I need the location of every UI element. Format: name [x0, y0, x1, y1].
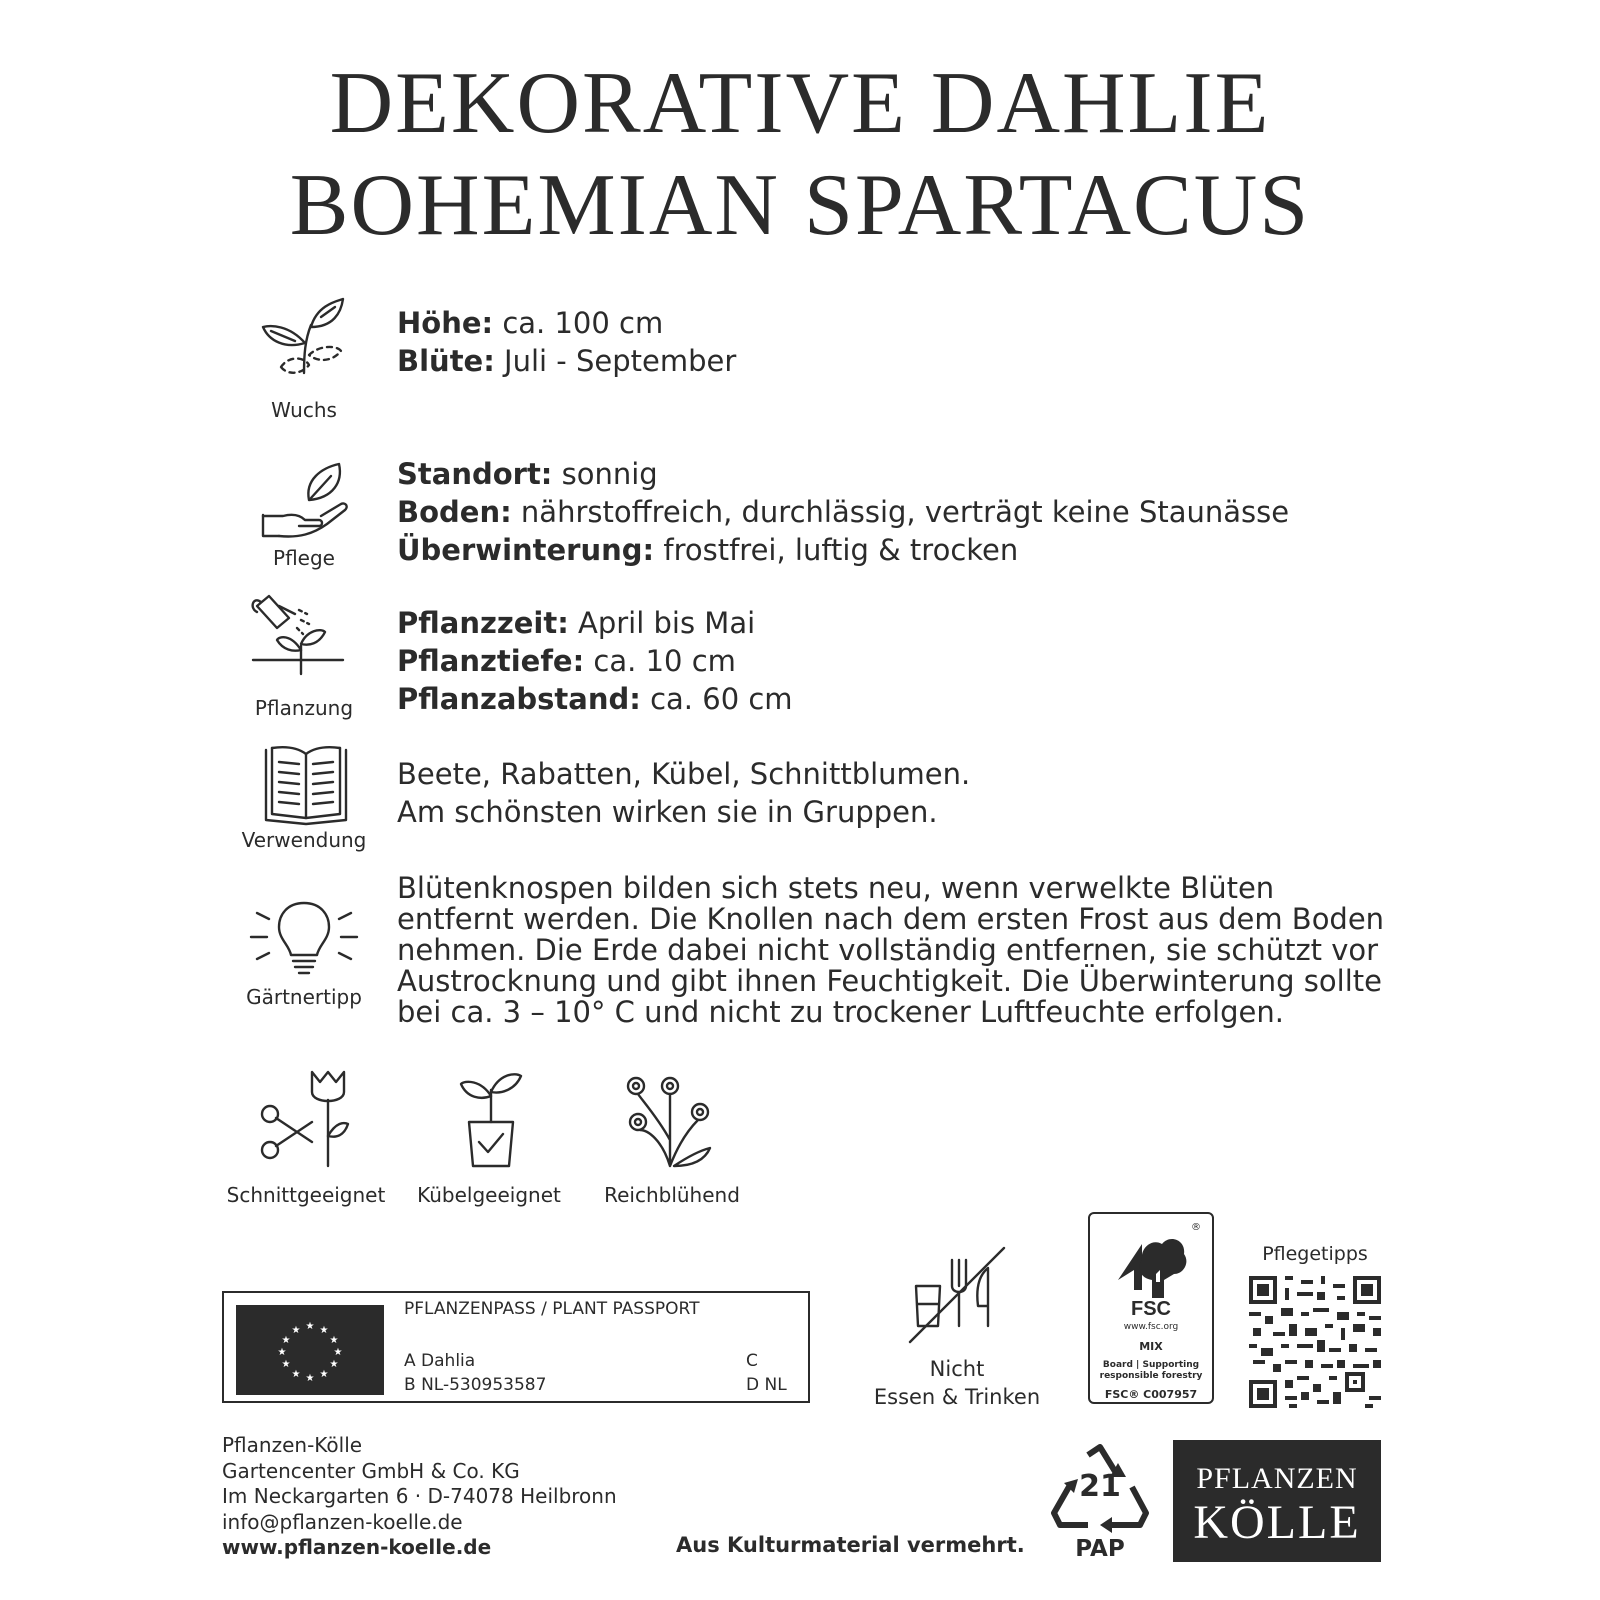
tip-line: entfernt werden. Die Knollen nach dem ersten Frost aus dem Boden — [397, 902, 1385, 936]
plant-sprout-icon — [249, 295, 359, 385]
section-label-wuchs: Wuchs — [271, 398, 337, 422]
logo-line1: PFLANZEN — [1196, 1462, 1358, 1495]
tip-line: Blütenknospen bilden sich stets neu, wenn verwelkte Blüten — [397, 871, 1275, 905]
no-food-drink-icon — [906, 1246, 1006, 1346]
plant-passport — [222, 1291, 810, 1403]
recycling-number: 21 — [1079, 1469, 1121, 1504]
info-row-hoehe: Höhe: ca. 100 cm — [397, 306, 664, 340]
svg-text:★: ★ — [329, 1335, 339, 1346]
scissors-tulip-icon — [258, 1070, 358, 1170]
info-row-standort: Standort: sonnig — [397, 457, 658, 491]
svg-text:★: ★ — [319, 1325, 329, 1336]
passport-a: A Dahlia — [404, 1351, 476, 1371]
book-icon — [254, 744, 364, 834]
product-title-line2: BOHEMIAN SPARTACUS — [289, 157, 1311, 254]
verwendung-info — [397, 755, 970, 831]
address-line: Pflanzen-Kölle — [222, 1433, 363, 1457]
qr-code-icon[interactable] — [1249, 1276, 1381, 1408]
pflege-info — [397, 455, 1289, 569]
svg-text:★: ★ — [291, 1325, 301, 1336]
fsc-code: FSC® C007957 — [1104, 1388, 1198, 1401]
info-row-pflanztiefe: Pflanztiefe: ca. 10 cm — [397, 644, 736, 678]
info-row-ueberwinterung: Überwinterung: frostfrei, luftig & trocken — [397, 533, 1019, 567]
svg-text:★: ★ — [319, 1369, 329, 1380]
svg-text:★: ★ — [333, 1347, 343, 1358]
passport-b: B NL-530953587 — [404, 1375, 547, 1395]
info-row-bluete: Blüte: Juli - September — [397, 344, 737, 378]
wuchs-info — [397, 304, 736, 380]
svg-text:★: ★ — [281, 1359, 291, 1370]
eu-flag-icon — [236, 1305, 384, 1395]
fsc-tree-icon — [1112, 1224, 1192, 1302]
email-link[interactable]: info@pflanzen-koelle.de — [222, 1509, 463, 1534]
section-label-gaertnertipp: Gärtnertipp — [246, 985, 362, 1009]
badge-label-kuebelgeeignet: Kübelgeeignet — [417, 1183, 561, 1207]
recycling-code: PAP — [1075, 1536, 1125, 1562]
svg-text:★: ★ — [329, 1359, 339, 1370]
section-label-pflege: Pflege — [273, 546, 335, 570]
verwendung-line-2: Am schönsten wirken sie in Gruppen. — [397, 795, 938, 829]
fsc-mix: MIX — [1139, 1340, 1163, 1353]
section-label-verwendung: Verwendung — [241, 828, 367, 852]
verwendung-line-1: Beete, Rabatten, Kübel, Schnittblumen. — [397, 757, 971, 791]
info-row-boden: Boden: nährstoffreich, durchlässig, verträgt keine Staunässe — [397, 495, 1290, 529]
propagation-note: Aus Kulturmaterial vermehrt. — [676, 1533, 1025, 1557]
flowers-icon — [622, 1070, 722, 1170]
svg-text:★: ★ — [281, 1335, 291, 1346]
watering-can-icon — [249, 594, 359, 684]
svg-text:★: ★ — [305, 1321, 315, 1332]
lightbulb-icon — [249, 893, 359, 983]
product-title-line1: DEKORATIVE DAHLIE — [329, 55, 1271, 152]
address-line: Gartencenter GmbH & Co. KG — [222, 1458, 520, 1483]
section-label-pflanzung: Pflanzung — [254, 696, 354, 720]
fsc-desc1: Board | Supporting — [1102, 1360, 1200, 1370]
svg-text:★: ★ — [305, 1373, 315, 1384]
address-line: Im Neckargarten 6 · D-74078 Heilbronn — [222, 1484, 617, 1508]
svg-text:★: ★ — [291, 1369, 301, 1380]
badge-label-reichbluehend: Reichblühend — [604, 1183, 740, 1207]
not-edible-label: Nicht Essen & Trinken — [873, 1357, 1041, 1409]
fsc-label — [1088, 1212, 1214, 1404]
passport-d: D NL — [746, 1375, 787, 1395]
logo-line2: KÖLLE — [1193, 1496, 1361, 1549]
fsc-desc2: responsible forestry — [1099, 1371, 1203, 1381]
website-link[interactable]: www.pflanzen-koelle.de — [222, 1535, 492, 1559]
tip-line: bei ca. 3 – 10° C und nicht zu trockener Luftfeuchte erfolgen. — [397, 995, 1284, 1029]
potted-plant-icon — [441, 1070, 541, 1170]
tip-line: nehmen. Die Erde dabei nicht vollständig entfernen, sie schützt vor — [397, 933, 1379, 967]
recycling-triangle-icon — [1050, 1443, 1150, 1535]
passport-heading: PFLANZENPASS / PLANT PASSPORT — [404, 1299, 700, 1319]
qr-label: Pflegetipps — [1262, 1243, 1368, 1265]
fsc-registered: ® — [1191, 1222, 1201, 1233]
badge-label-schnittgeeignet: Schnittgeeignet — [226, 1183, 386, 1207]
passport-c: C — [746, 1351, 758, 1371]
company-address — [222, 1433, 617, 1561]
fsc-brand: FSC — [1131, 1298, 1171, 1320]
tip-line: Austrocknung und gibt ihnen Feuchtigkeit. Die Überwinterung sollte — [397, 964, 1382, 998]
hand-leaf-icon — [249, 460, 359, 550]
info-row-pflanzzeit: Pflanzzeit: April bis Mai — [397, 606, 756, 640]
gaertnertipp-text — [397, 873, 1397, 1028]
pflanzen-koelle-logo — [1173, 1440, 1381, 1562]
info-row-pflanzabstand: Pflanzabstand: ca. 60 cm — [397, 682, 793, 716]
pflanzung-info — [397, 604, 793, 718]
svg-text:★: ★ — [277, 1347, 287, 1358]
fsc-url: www.fsc.org — [1123, 1322, 1179, 1332]
